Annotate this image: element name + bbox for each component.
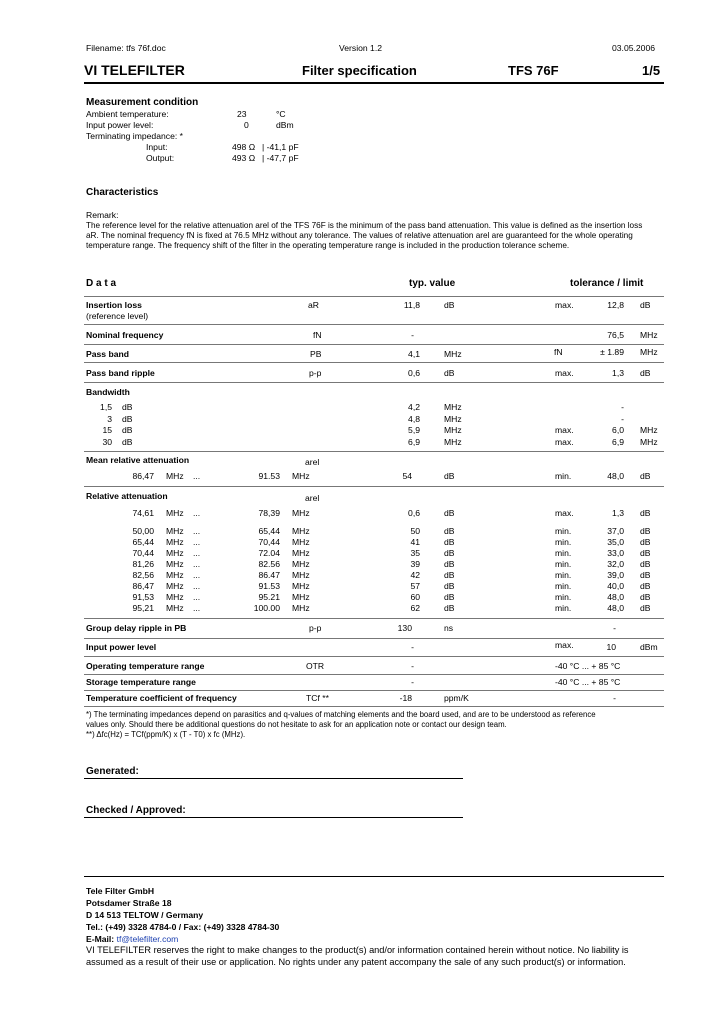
rel-att-typ: 41 bbox=[410, 537, 420, 547]
rel-att-f1: 74,61 bbox=[132, 508, 154, 518]
rel-att-typ-unit: dB bbox=[444, 526, 455, 536]
rel-att-tol: 33,0 bbox=[607, 548, 624, 558]
rel-att-tol-unit: dB bbox=[640, 548, 651, 558]
remark-label: Remark: bbox=[86, 210, 119, 220]
temp-coef-typ-unit: ppm/K bbox=[444, 693, 469, 703]
rel-att-u1: MHz bbox=[166, 508, 184, 518]
rel-att-tol: 35,0 bbox=[607, 537, 624, 547]
rel-att-f2: 82.56 bbox=[258, 559, 280, 569]
rel-att-lim: min. bbox=[555, 548, 572, 558]
remark-line-2: aR. The nominal frequency fN is fixed at 76.5 MHz without any tolerance. The values of relative attenuation arel are guaranteed for the whole operating bbox=[86, 231, 633, 240]
table-rule bbox=[84, 296, 664, 297]
col-typ-header: typ. value bbox=[409, 278, 456, 289]
insertion-sub: (reference level) bbox=[86, 311, 149, 321]
email-label: E-Mail: bbox=[86, 934, 115, 944]
ripple-tol-unit: dB bbox=[640, 368, 651, 378]
stor-temp-label: Storage temperature range bbox=[86, 677, 196, 687]
row-rule bbox=[84, 324, 664, 325]
rel-att-f2: 100.00 bbox=[253, 603, 280, 613]
bandwidth-lim: max. bbox=[555, 425, 574, 435]
rel-att-u2: MHz bbox=[292, 548, 310, 558]
ripple-typ: 0,6 bbox=[408, 368, 420, 378]
header-rule bbox=[84, 82, 664, 84]
bandwidth-att-unit: dB bbox=[122, 413, 133, 424]
footer-city: D 14 513 TELTOW / Germany bbox=[86, 910, 204, 920]
rel-att-typ-unit: dB bbox=[444, 559, 455, 569]
checked-signature-line bbox=[84, 817, 463, 818]
rel-att-f1: 65,44 bbox=[132, 537, 154, 547]
input-power-lim: max. bbox=[555, 640, 574, 650]
input-power-typ: - bbox=[411, 642, 414, 652]
temp-coef-typ: -18 bbox=[399, 693, 412, 703]
email-link[interactable]: tf@telefilter.com bbox=[116, 934, 179, 944]
rel-att-dots: ... bbox=[193, 603, 201, 613]
rel-att-typ: 0,6 bbox=[408, 508, 420, 518]
rel-att-u1: MHz bbox=[166, 603, 184, 613]
passband-tol-unit: MHz bbox=[640, 347, 658, 357]
group-delay-label: Group delay ripple in PB bbox=[86, 623, 187, 633]
input-resistance: 498 Ω bbox=[232, 142, 256, 152]
ambient-unit: °C bbox=[276, 109, 286, 119]
passband-typ: 4,1 bbox=[408, 349, 420, 359]
insertion-tol: 12,8 bbox=[607, 300, 624, 310]
rel-att-tol-unit: dB bbox=[640, 570, 651, 580]
temp-coef-tol: - bbox=[613, 693, 616, 703]
bandwidth-att: 30 bbox=[102, 436, 112, 447]
rel-att-f1: 50,00 bbox=[132, 526, 154, 536]
rel-att-u2: MHz bbox=[292, 559, 310, 569]
rel-att-dots: ... bbox=[193, 526, 201, 536]
row-rule bbox=[84, 362, 664, 363]
rel-att-tol-unit: dB bbox=[640, 508, 651, 518]
rel-att-u2: MHz bbox=[292, 603, 310, 613]
stor-temp-tol: -40 °C ... + 85 °C bbox=[555, 677, 621, 687]
output-resistance: 493 Ω bbox=[232, 153, 256, 163]
stor-temp-typ: - bbox=[411, 677, 414, 687]
bandwidth-label: Bandwidth bbox=[86, 387, 130, 397]
row-rule bbox=[84, 706, 664, 707]
rel-att-tol-unit: dB bbox=[640, 603, 651, 613]
footer-email bbox=[86, 935, 178, 944]
ripple-lim: max. bbox=[555, 368, 574, 378]
bandwidth-typ-unit: MHz bbox=[444, 436, 462, 447]
col-data-header: D a t a bbox=[86, 278, 117, 289]
rel-att-tol-unit: dB bbox=[640, 581, 651, 591]
rel-att-typ: 39 bbox=[410, 559, 420, 569]
row-rule bbox=[84, 674, 664, 675]
bandwidth-att-unit: dB bbox=[122, 402, 133, 412]
remark-line-3: temperature range. The frequency shift of the filter in the operating temperature range is included in the production tolerance scheme. bbox=[86, 241, 570, 250]
mean-rel-sym: arel bbox=[305, 457, 320, 467]
footnote-2: values only. Should there be additional questions do not hesitate to ask for an application note or contact our design team. bbox=[86, 720, 507, 729]
op-temp-label: Operating temperature range bbox=[86, 661, 205, 671]
rel-att-lim: min. bbox=[555, 537, 572, 547]
rel-att-label: Relative attenuation bbox=[86, 491, 168, 501]
company-logo bbox=[84, 63, 185, 77]
output-capacitance: | -47,7 pF bbox=[262, 153, 299, 163]
logo-vi: VI bbox=[84, 62, 98, 78]
footer-street: Potsdamer Straße 18 bbox=[86, 898, 172, 908]
measurement-title: Measurement condition bbox=[86, 97, 199, 108]
rel-att-u1: MHz bbox=[166, 526, 184, 536]
bandwidth-typ-unit: MHz bbox=[444, 425, 462, 435]
row-rule bbox=[84, 382, 664, 383]
rel-att-tol: 32,0 bbox=[607, 559, 624, 569]
mean-rel-f2: 91.53 bbox=[258, 471, 280, 481]
insertion-label: Insertion loss bbox=[86, 300, 142, 310]
rel-att-f1: 86,47 bbox=[132, 581, 154, 591]
generated-signature-line bbox=[84, 778, 463, 779]
rel-att-dots: ... bbox=[193, 581, 201, 591]
bandwidth-att: 1,5 bbox=[100, 402, 112, 412]
input-capacitance: | -41,1 pF bbox=[262, 142, 299, 152]
bandwidth-att: 15 bbox=[102, 425, 112, 435]
ripple-tol: 1,3 bbox=[612, 368, 624, 378]
power-value: 0 bbox=[244, 120, 249, 130]
nominal-tol: 76,5 bbox=[607, 330, 624, 340]
group-delay-tol: - bbox=[613, 623, 616, 633]
row-rule bbox=[84, 486, 664, 487]
rel-att-f2: 86.47 bbox=[258, 570, 280, 580]
disclaimer-2: assumed as a result of their use or application. No rights under any patent accompany the sale of any such product(s) or information. bbox=[86, 957, 626, 967]
nominal-label: Nominal frequency bbox=[86, 330, 164, 340]
bandwidth-tol: 6,0 bbox=[612, 425, 624, 435]
rel-att-typ: 57 bbox=[410, 581, 420, 591]
rel-att-typ-unit: dB bbox=[444, 581, 455, 591]
mean-rel-tol-unit: dB bbox=[640, 471, 651, 481]
remark-line-1: The reference level for the relative attenuation arel of the TFS 76F is the minimum of the pass band attenuation. This value is defined as the insertion loss bbox=[86, 221, 643, 230]
row-rule bbox=[84, 638, 664, 639]
power-unit: dBm bbox=[276, 120, 294, 130]
bandwidth-tol-unit: MHz bbox=[640, 425, 658, 435]
rel-att-tol: 48,0 bbox=[607, 603, 624, 613]
ripple-sym: p-p bbox=[309, 368, 322, 378]
op-temp-sym: OTR bbox=[306, 661, 325, 671]
mean-rel-tol: 48,0 bbox=[607, 471, 624, 481]
rel-att-tol-unit: dB bbox=[640, 526, 651, 536]
rel-att-typ: 50 bbox=[410, 526, 420, 536]
rel-att-typ-unit: dB bbox=[444, 537, 455, 547]
temp-coef-sym: TCf ** bbox=[306, 693, 329, 703]
rel-att-typ: 35 bbox=[410, 548, 420, 558]
rel-att-u1: MHz bbox=[166, 581, 184, 591]
rel-att-u2: MHz bbox=[292, 581, 310, 591]
rel-att-dots: ... bbox=[193, 548, 201, 558]
bandwidth-tol-unit: MHz bbox=[640, 436, 658, 447]
mean-rel-typ-unit: dB bbox=[444, 471, 455, 481]
doc-title: Filter specification bbox=[302, 63, 417, 78]
nominal-tol-unit: MHz bbox=[640, 330, 658, 340]
bandwidth-typ-unit: MHz bbox=[444, 413, 462, 424]
bandwidth-typ: 4,8 bbox=[408, 413, 420, 424]
rel-att-tol-unit: dB bbox=[640, 537, 651, 547]
rel-att-u2: MHz bbox=[292, 508, 310, 518]
rel-att-typ-unit: dB bbox=[444, 592, 455, 602]
group-delay-typ-unit: ns bbox=[444, 623, 454, 633]
rel-att-u2: MHz bbox=[292, 570, 310, 580]
rel-att-u1: MHz bbox=[166, 537, 184, 547]
rel-att-lim: min. bbox=[555, 581, 572, 591]
rel-att-typ-unit: dB bbox=[444, 548, 455, 558]
rel-att-u1: MHz bbox=[166, 592, 184, 602]
mean-rel-u2: MHz bbox=[292, 471, 310, 481]
rel-att-u1: MHz bbox=[166, 559, 184, 569]
bandwidth-typ: 4,2 bbox=[408, 402, 420, 412]
bandwidth-tol: - bbox=[621, 402, 624, 412]
rel-att-typ-unit: dB bbox=[444, 603, 455, 613]
part-number: TFS 76F bbox=[508, 63, 559, 78]
passband-lim: fN bbox=[554, 347, 563, 357]
bandwidth-att-unit: dB bbox=[122, 436, 133, 447]
passband-label: Pass band bbox=[86, 349, 129, 359]
rel-att-tol-unit: dB bbox=[640, 559, 651, 569]
rel-att-f2: 70,44 bbox=[258, 537, 280, 547]
output-label: Output: bbox=[146, 153, 175, 163]
bandwidth-tol: 6,9 bbox=[612, 436, 624, 447]
temp-coef-label: Temperature coefficient of frequency bbox=[86, 693, 237, 703]
rel-att-f1: 70,44 bbox=[132, 548, 154, 558]
version: Version 1.2 bbox=[339, 43, 382, 53]
footer-company: Tele Filter GmbH bbox=[86, 886, 155, 896]
row-rule bbox=[84, 451, 664, 452]
rel-att-dots: ... bbox=[193, 559, 201, 569]
ambient-label: Ambient temperature: bbox=[86, 109, 169, 119]
op-temp-typ: - bbox=[411, 661, 414, 671]
input-power-tol: 10 bbox=[606, 642, 616, 652]
characteristics-title: Characteristics bbox=[86, 187, 159, 198]
rel-att-tol: 39,0 bbox=[607, 570, 624, 580]
rel-att-u1: MHz bbox=[166, 570, 184, 580]
disclaimer-1: VI TELEFILTER reserves the right to make changes to the product(s) and/or information contained herein without notice. No liability is bbox=[86, 945, 629, 955]
nominal-sym: fN bbox=[313, 330, 322, 340]
rel-att-f1: 81,26 bbox=[132, 559, 154, 569]
group-delay-typ: 130 bbox=[397, 623, 412, 633]
footnote-3: **) Δfc(Hz) = TCf(ppm/K) x (T - T0) x fc (MHz). bbox=[86, 730, 246, 739]
rel-att-tol-unit: dB bbox=[640, 592, 651, 602]
mean-rel-u1: MHz bbox=[166, 471, 184, 481]
col-tol-header: tolerance / limit bbox=[570, 278, 644, 289]
rel-att-tol: 40,0 bbox=[607, 581, 624, 591]
footer-rule bbox=[84, 876, 664, 877]
input-power-label: Input power level bbox=[86, 642, 157, 652]
row-rule bbox=[84, 344, 664, 345]
footer-tel: Tel.: (+49) 3328 4784-0 / Fax: (+49) 3328 4784-30 bbox=[86, 922, 280, 932]
rel-att-u2: MHz bbox=[292, 592, 310, 602]
mean-rel-f1: 86,47 bbox=[132, 471, 154, 481]
rel-att-f2: 72.04 bbox=[258, 548, 280, 558]
rel-att-f2: 91.53 bbox=[258, 581, 280, 591]
rel-att-dots: ... bbox=[193, 570, 201, 580]
row-rule bbox=[84, 690, 664, 691]
bandwidth-typ: 5,9 bbox=[408, 425, 420, 435]
rel-att-tol: 1,3 bbox=[612, 508, 624, 518]
rel-att-lim: max. bbox=[555, 508, 574, 518]
passband-typ-unit: MHz bbox=[444, 349, 462, 359]
rel-att-f1: 95,21 bbox=[132, 603, 154, 613]
rel-att-lim: min. bbox=[555, 526, 572, 536]
bandwidth-att-unit: dB bbox=[122, 425, 133, 435]
insertion-sym: aR bbox=[308, 300, 319, 310]
generated-label: Generated: bbox=[86, 766, 139, 777]
rel-att-f2: 65,44 bbox=[258, 526, 280, 536]
bandwidth-typ-unit: MHz bbox=[444, 402, 462, 412]
rel-att-tol: 37,0 bbox=[607, 526, 624, 536]
rel-att-lim: min. bbox=[555, 603, 572, 613]
rel-att-dots: ... bbox=[193, 508, 201, 518]
mean-rel-typ: 54 bbox=[402, 471, 412, 481]
rel-att-dots: ... bbox=[193, 537, 201, 547]
passband-tol: ± 1.89 bbox=[600, 347, 624, 357]
rel-att-u2: MHz bbox=[292, 526, 310, 536]
rel-att-f1: 82,56 bbox=[132, 570, 154, 580]
insertion-lim: max. bbox=[555, 300, 574, 310]
rel-att-lim: min. bbox=[555, 559, 572, 569]
page-number: 1/5 bbox=[642, 63, 661, 78]
ambient-value: 23 bbox=[237, 109, 247, 119]
rel-att-f1: 91,53 bbox=[132, 592, 154, 602]
rel-att-typ: 42 bbox=[410, 570, 420, 580]
bandwidth-tol: - bbox=[621, 413, 624, 424]
mean-rel-dots: ... bbox=[193, 471, 201, 481]
insertion-tol-unit: dB bbox=[640, 300, 651, 310]
rel-att-dots: ... bbox=[193, 592, 201, 602]
rel-att-typ: 62 bbox=[410, 603, 420, 613]
filename: Filename: tfs 76f.doc bbox=[86, 43, 166, 53]
rel-att-u1: MHz bbox=[166, 548, 184, 558]
document-date: 03.05.2006 bbox=[612, 43, 656, 53]
mean-rel-lim: min. bbox=[555, 471, 572, 481]
insertion-typ: 11,8 bbox=[403, 300, 420, 310]
mean-rel-label: Mean relative attenuation bbox=[86, 455, 190, 465]
checked-label: Checked / Approved: bbox=[86, 805, 186, 816]
op-temp-tol: -40 °C ... + 85 °C bbox=[555, 661, 621, 671]
rel-att-f2: 78,39 bbox=[258, 508, 280, 518]
input-label: Input: bbox=[146, 142, 168, 152]
rel-att-f2: 95.21 bbox=[258, 592, 280, 602]
bandwidth-lim: max. bbox=[555, 436, 574, 447]
rel-att-sym: arel bbox=[305, 493, 320, 503]
input-power-tol-unit: dBm bbox=[640, 642, 658, 652]
term-label: Terminating impedance: * bbox=[86, 131, 183, 141]
power-label: Input power level: bbox=[86, 120, 154, 130]
rel-att-lim: min. bbox=[555, 570, 572, 580]
rel-att-u2: MHz bbox=[292, 537, 310, 547]
nominal-typ: - bbox=[411, 330, 414, 340]
rel-att-lim: min. bbox=[555, 592, 572, 602]
rel-att-typ-unit: dB bbox=[444, 570, 455, 580]
row-rule bbox=[84, 656, 664, 657]
group-delay-sym: p-p bbox=[309, 623, 322, 633]
logo-company: TELEFILTER bbox=[101, 62, 185, 78]
footnote-1: *) The terminating impedances depend on parasitics and q-values of matching elements and the board used, and are to be understood as reference bbox=[86, 710, 596, 719]
row-rule bbox=[84, 618, 664, 619]
ripple-label: Pass band ripple bbox=[86, 368, 155, 378]
bandwidth-att: 3 bbox=[107, 413, 112, 424]
insertion-typ-unit: dB bbox=[444, 300, 455, 310]
ripple-typ-unit: dB bbox=[444, 368, 455, 378]
rel-att-typ: 60 bbox=[410, 592, 420, 602]
rel-att-typ-unit: dB bbox=[444, 508, 455, 518]
rel-att-tol: 48,0 bbox=[607, 592, 624, 602]
passband-sym: PB bbox=[310, 349, 322, 359]
bandwidth-typ: 6,9 bbox=[408, 436, 420, 447]
